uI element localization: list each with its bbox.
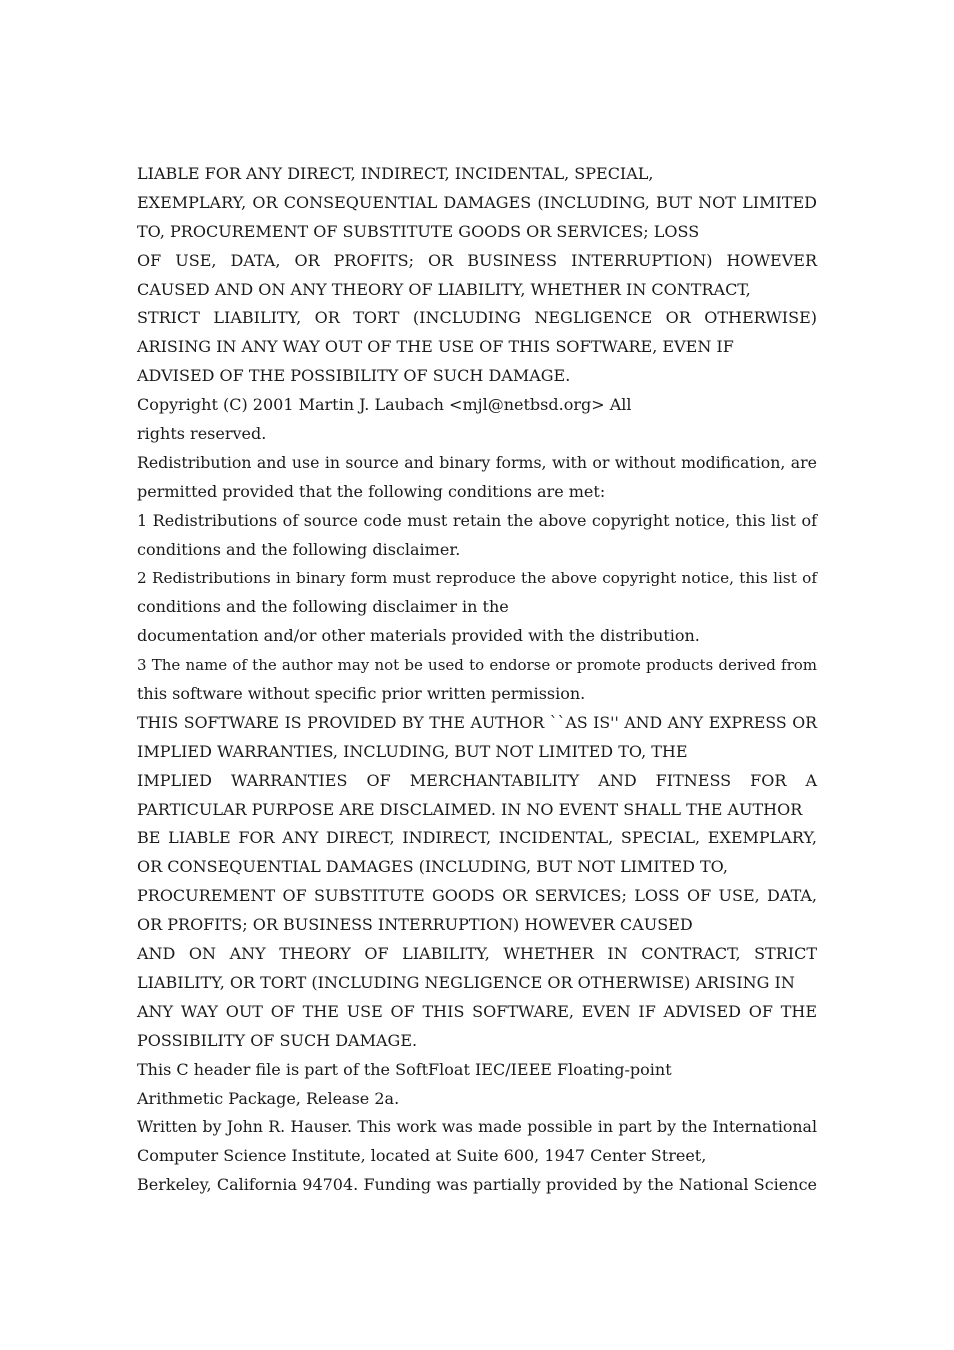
text-line: TO, PROCUREMENT OF SUBSTITUTE GOODS OR SERVICES; LOSS: [137, 221, 700, 241]
text-line: LIABLE FOR ANY DIRECT, INDIRECT, INCIDENTAL, SPECIAL,: [137, 164, 654, 183]
text-line: 3 The name of the author may not be used to endorse or promote products derived from: [137, 656, 817, 675]
text-line: ADVISED OF THE POSSIBILITY OF SUCH DAMAGE.: [137, 366, 571, 386]
text-line: OF USE, DATA, OR PROFITS; OR BUSINESS INTERRUPTION) HOWEVER: [137, 250, 817, 270]
text-line: IMPLIED WARRANTIES, INCLUDING, BUT NOT LIMITED TO, THE: [137, 741, 688, 761]
text-line: ARISING IN ANY WAY OUT OF THE USE OF THIS SOFTWARE, EVEN IF: [137, 337, 734, 357]
text-line: EXEMPLARY, OR CONSEQUENTIAL DAMAGES (INCLUDING, BUT NOT LIMITED: [137, 192, 817, 212]
text-line: CAUSED AND ON ANY THEORY OF LIABILITY, WHETHER IN CONTRACT,: [137, 279, 751, 299]
text-line: conditions and the following disclaimer in the: [137, 597, 509, 617]
text-line: OR PROFITS; OR BUSINESS INTERRUPTION) HOWEVER CAUSED: [137, 915, 693, 935]
text-line: Copyright (C) 2001 Martin J. Laubach <mjl@netbsd.org> All: [137, 395, 632, 415]
text-line: this software without specific prior written permission.: [137, 684, 586, 704]
text-line: IMPLIED WARRANTIES OF MERCHANTABILITY AND FITNESS FOR A: [137, 770, 817, 790]
text-line: POSSIBILITY OF SUCH DAMAGE.: [137, 1030, 418, 1050]
text-line: This C header file is part of the SoftFloat IEC/IEEE Floating-point: [137, 1059, 672, 1079]
text-line: Arithmetic Package, Release 2a.: [137, 1088, 400, 1108]
text-line: Written by John R. Hauser. This work was made possible in part by the International: [137, 1117, 817, 1137]
text-line: BE LIABLE FOR ANY DIRECT, INDIRECT, INCIDENTAL, SPECIAL, EXEMPLARY,: [137, 828, 817, 848]
text-line: THIS SOFTWARE IS PROVIDED BY THE AUTHOR ``AS IS'' AND ANY EXPRESS OR: [137, 712, 817, 732]
text-line: PARTICULAR PURPOSE ARE DISCLAIMED. IN NO EVENT SHALL THE AUTHOR: [137, 799, 803, 819]
document-body: [137, 160, 817, 1200]
text-line: AND ON ANY THEORY OF LIABILITY, WHETHER IN CONTRACT, STRICT: [137, 944, 817, 964]
text-line: Redistribution and use in source and binary forms, with or without modification, are: [137, 452, 817, 472]
text-line: conditions and the following disclaimer.: [137, 539, 461, 559]
text-line: PROCUREMENT OF SUBSTITUTE GOODS OR SERVICES; LOSS OF USE, DATA,: [137, 886, 817, 906]
text-line: permitted provided that the following conditions are met:: [137, 481, 606, 501]
text-line: STRICT LIABILITY, OR TORT (INCLUDING NEGLIGENCE OR OTHERWISE): [137, 308, 817, 328]
text-line: 1 Redistributions of source code must retain the above copyright notice, this list of: [137, 510, 817, 530]
text-line: documentation and/or other materials provided with the distribution.: [137, 626, 700, 646]
text-line: 2 Redistributions in binary form must reproduce the above copyright notice, this list of: [137, 569, 817, 588]
text-line: rights reserved.: [137, 424, 267, 444]
text-line: LIABILITY, OR TORT (INCLUDING NEGLIGENCE OR OTHERWISE) ARISING IN: [137, 972, 795, 992]
text-line: ANY WAY OUT OF THE USE OF THIS SOFTWARE, EVEN IF ADVISED OF THE: [137, 1001, 817, 1021]
text-line: Computer Science Institute, located at Suite 600, 1947 Center Street,: [137, 1146, 707, 1166]
text-line: Berkeley, California 94704. Funding was partially provided by the National Science: [137, 1175, 817, 1195]
text-line: OR CONSEQUENTIAL DAMAGES (INCLUDING, BUT NOT LIMITED TO,: [137, 857, 728, 877]
